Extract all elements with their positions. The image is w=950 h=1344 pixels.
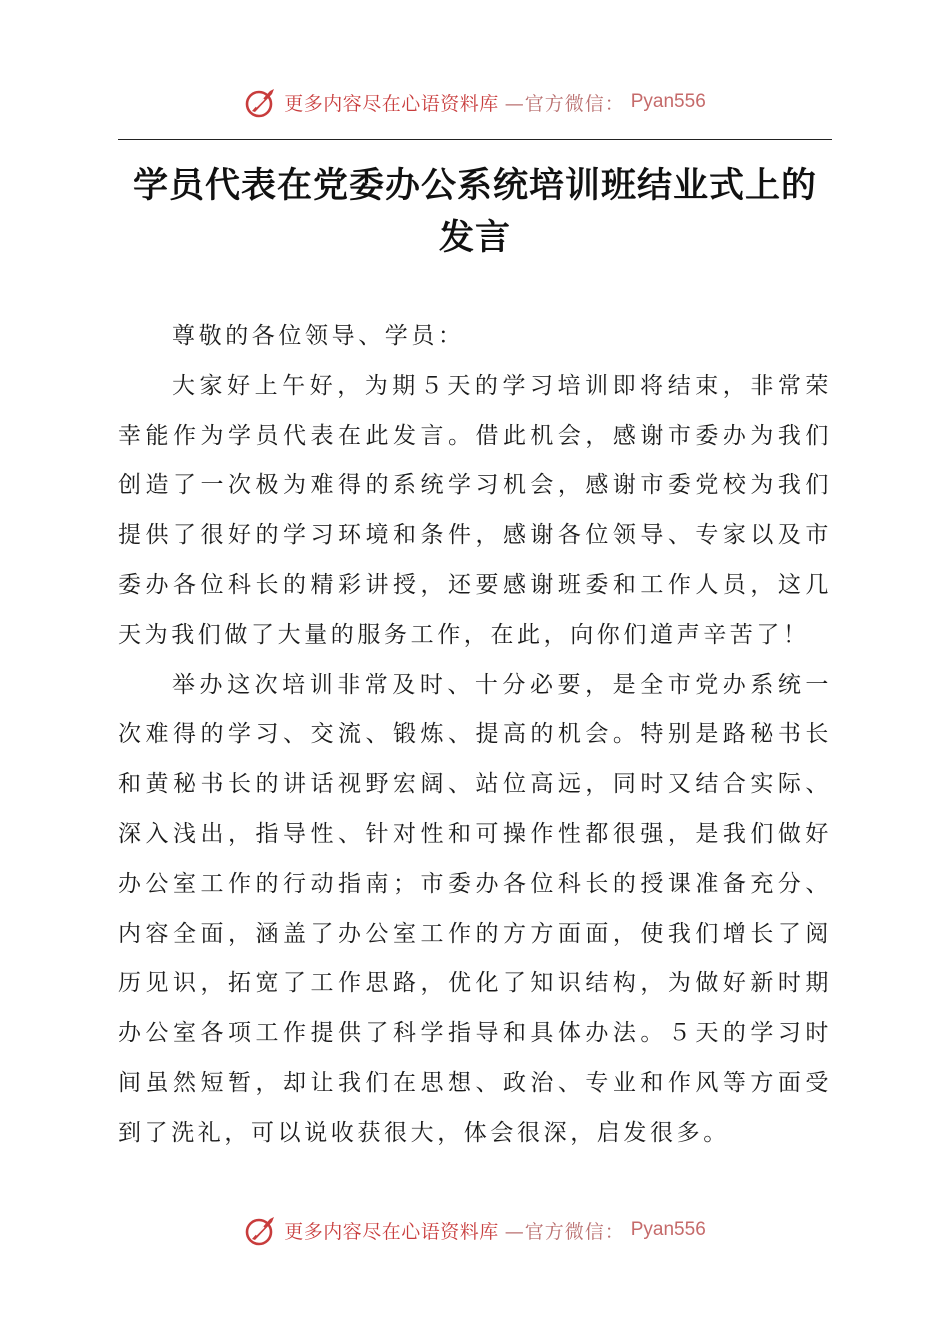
banner-main-text: 更多内容尽在心语资料库 bbox=[284, 1220, 499, 1243]
banner-wechat-id: Pyan556 bbox=[630, 1219, 706, 1240]
document-body bbox=[118, 312, 832, 1159]
header-banner bbox=[0, 82, 950, 122]
quill-logo-icon bbox=[244, 85, 278, 119]
body-paragraph: 大家好上午好，为期５天的学习培训即将结束，非常荣幸能作为学员代表在此发言。借此机会，感谢市委办为我们创造了一次极为难得的系统学习机会，感谢市委党校为我们提供了很好的学习环境和条件，感谢各位领导、专家以及市委办各位科长的精彩讲授，还要感谢班委和工作人员，这几天为我们做了大量的服务工作，在此，向你们道声辛苦了！ bbox=[118, 372, 832, 648]
body-paragraph: 举办这次培训非常及时、十分必要，是全市党办系统一次难得的学习、交流、锻炼、提高的机会。特别是路秘书长和黄秘书长的讲话视野宏阔、站位高远，同时又结合实际、深入浅出，指导性、针对性和可操作性都很强，是我们做好办公室工作的行动指南；市委办各位科长的授课准备充分、内容全面，涵盖了办公室工作的方方面面，使我们增长了阅历见识，拓宽了工作思路，优化了知识结构，为做好新时期办公室各项工作提供了科学指导和具体办法。５天的学习时间虽然短暂，却让我们在思想、政治、专业和作风等方面受到了洗礼，可以说收获很大，体会很深，启发很多。 bbox=[118, 671, 832, 1146]
banner-main-text: 更多内容尽在心语资料库 bbox=[284, 92, 499, 115]
banner-sub-text: —官方微信： bbox=[504, 1220, 625, 1243]
salutation: 尊敬的各位领导、学员： bbox=[172, 323, 465, 349]
header-divider bbox=[118, 139, 832, 140]
footer-banner bbox=[0, 1210, 950, 1250]
quill-logo-icon bbox=[244, 1213, 278, 1247]
document-title: 学员代表在党委办公系统培训班结业式上的发言 bbox=[132, 166, 817, 258]
banner-wechat-id: Pyan556 bbox=[630, 91, 706, 112]
banner-sub-text: —官方微信： bbox=[504, 92, 625, 115]
